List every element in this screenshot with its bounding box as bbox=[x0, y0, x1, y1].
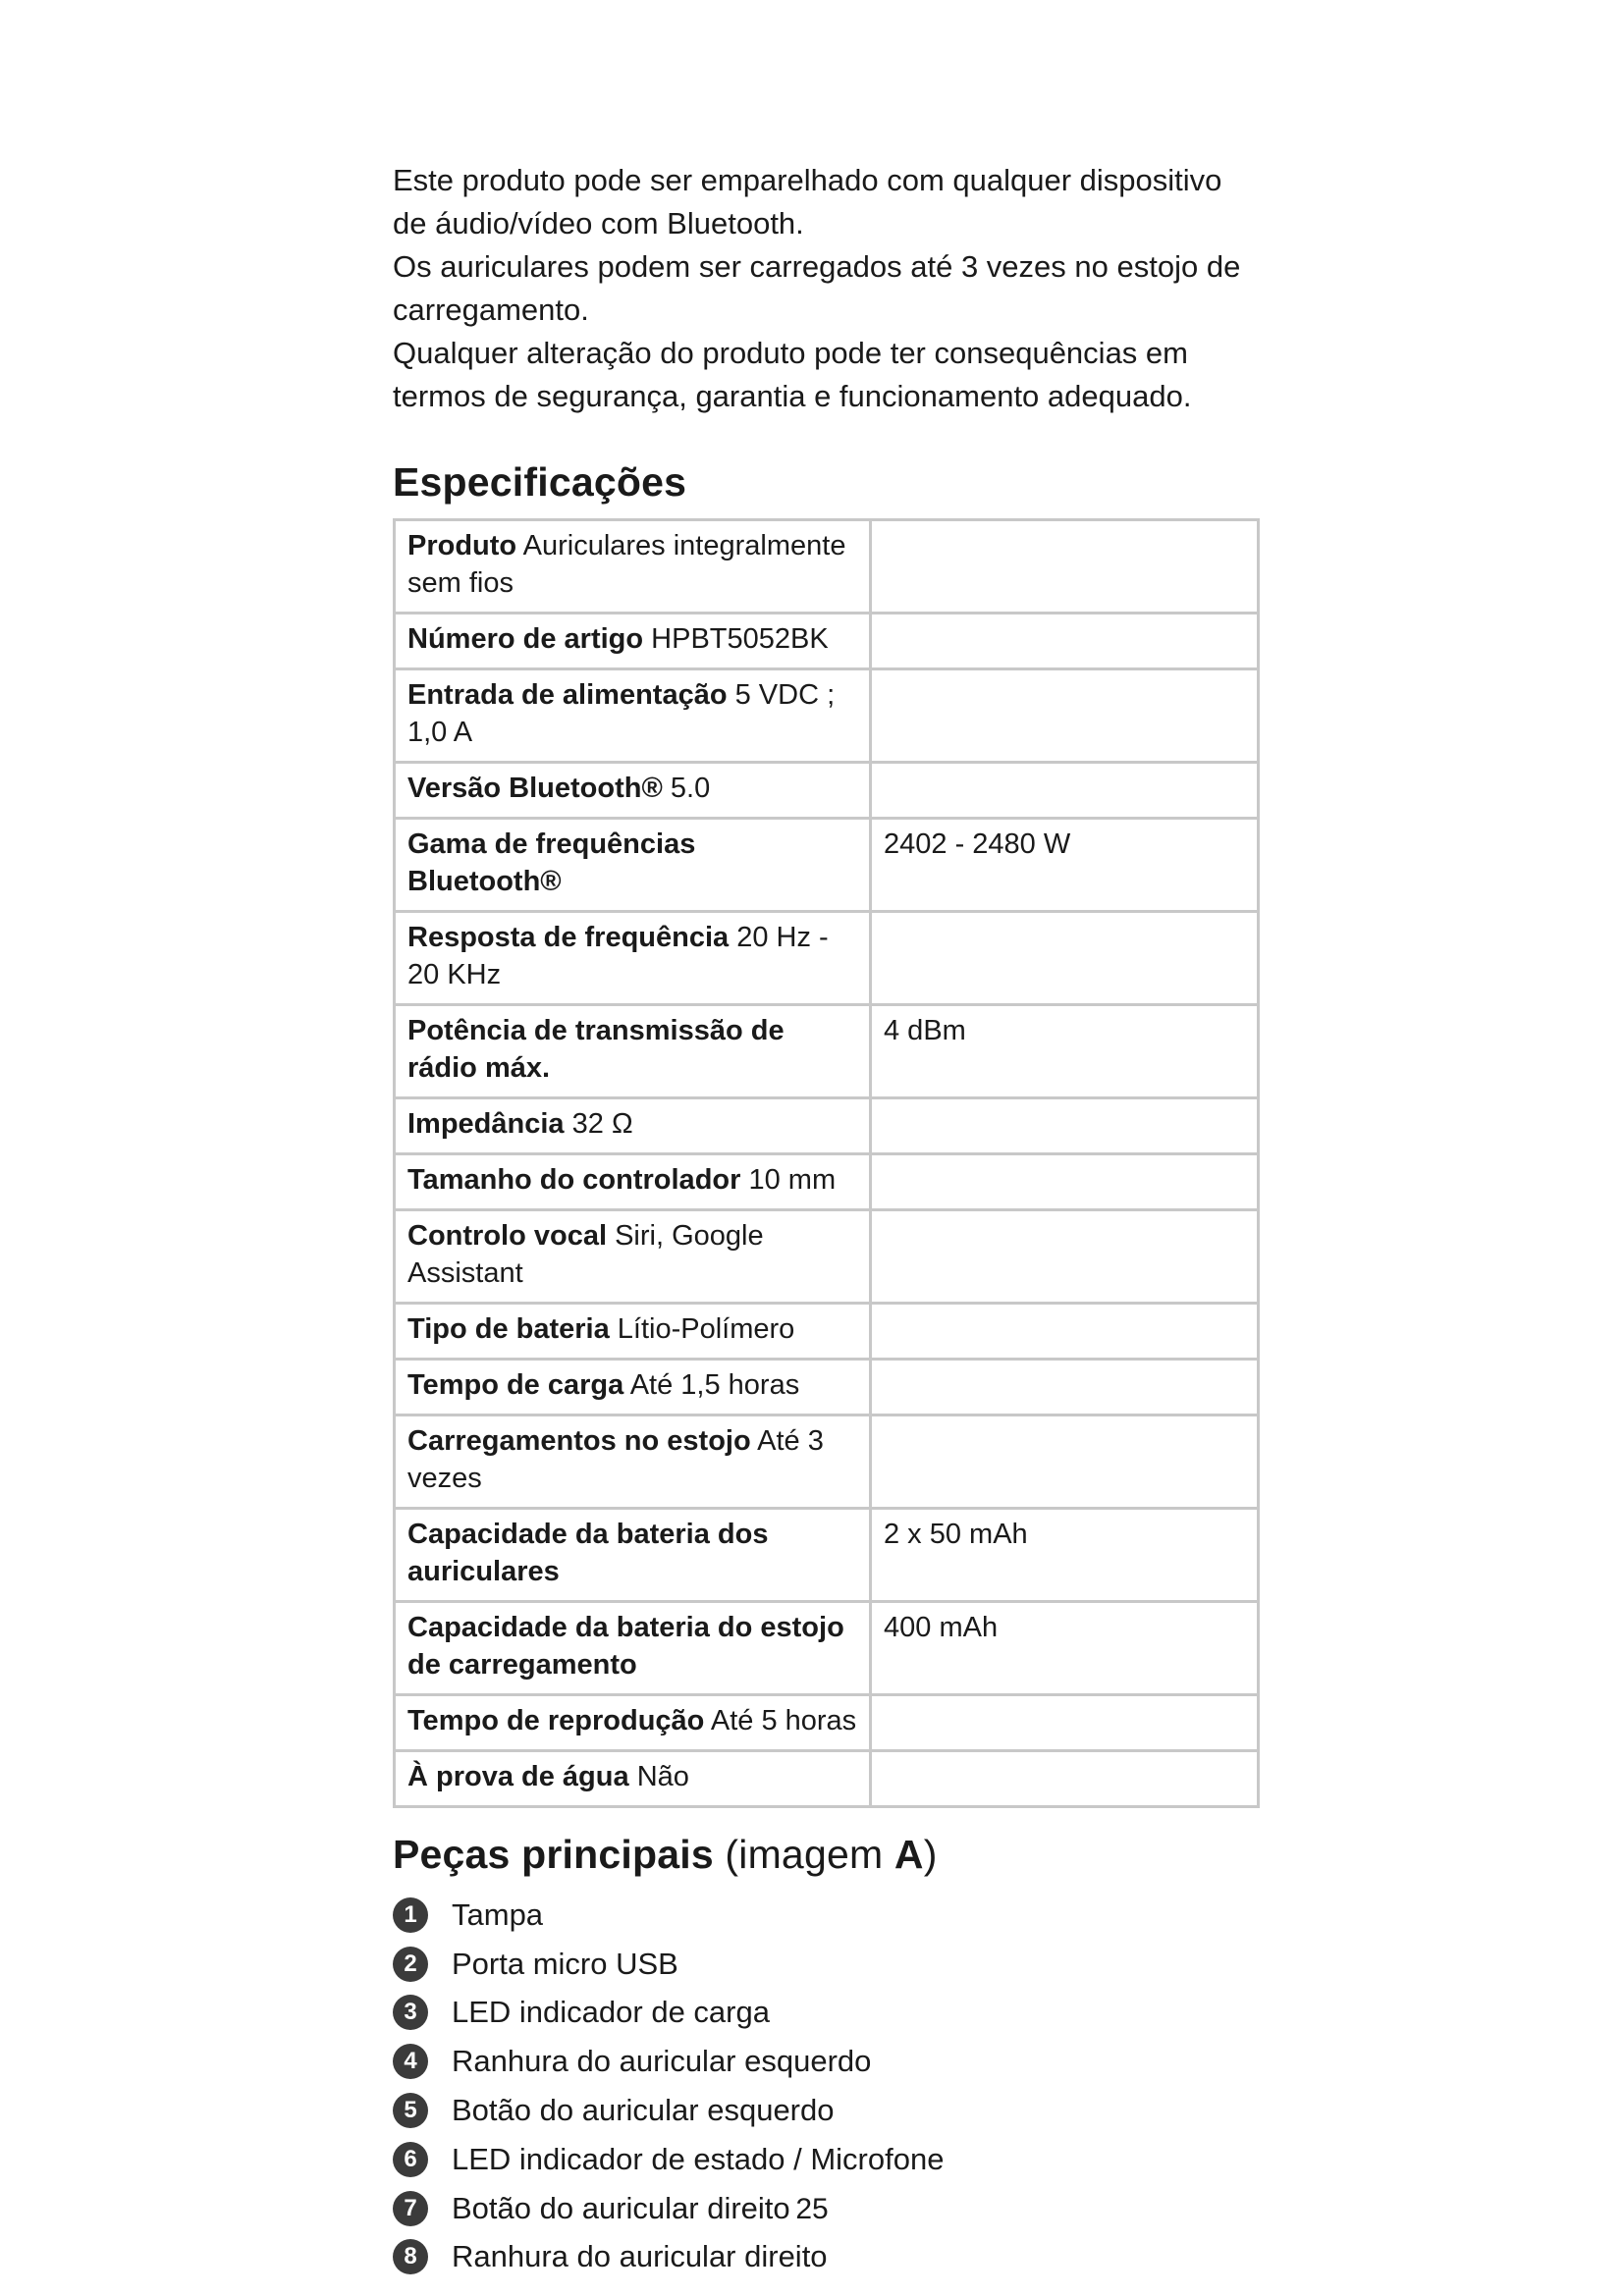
part-label: LED indicador de carga bbox=[452, 1995, 770, 2030]
part-label: Botão do auricular direito bbox=[452, 2190, 790, 2225]
spec-label: Entrada de alimentação bbox=[407, 679, 728, 711]
spec-empty-cell bbox=[871, 1415, 1259, 1509]
table-row bbox=[395, 614, 1259, 669]
number-badge: 7 bbox=[393, 2191, 428, 2226]
spec-label: Impedância bbox=[407, 1108, 565, 1140]
part-label: Tampa bbox=[452, 1896, 544, 1932]
parts-title-open: (imagem bbox=[725, 1832, 894, 1877]
spec-value: Auriculares integralmente sem fios bbox=[407, 530, 846, 599]
number-badge: 3 bbox=[393, 1995, 428, 2030]
spec-label: Potência de transmissão de rádio máx. bbox=[407, 1015, 785, 1084]
spec-empty-cell bbox=[871, 520, 1259, 614]
intro-line: Os auriculares podem ser carregados até 3 vezes no estojo de bbox=[393, 249, 1241, 284]
spec-cell bbox=[395, 669, 871, 763]
spec-value: Até 1,5 horas bbox=[629, 1369, 800, 1401]
page-number: 25 bbox=[795, 2193, 829, 2225]
spec-cell bbox=[395, 1360, 871, 1415]
spec-value: 5.0 bbox=[670, 773, 711, 804]
part-label: Botão do auricular esquerdo bbox=[452, 2093, 835, 2128]
table-row bbox=[395, 669, 1259, 763]
spec-value: Até 3 vezes bbox=[407, 1425, 824, 1494]
spec-empty-cell bbox=[871, 1098, 1259, 1154]
spec-label-cell bbox=[395, 819, 871, 912]
part-label: Ranhura do auricular direito bbox=[452, 2239, 828, 2274]
spec-label: Capacidade da bateria dos auriculares bbox=[407, 1519, 769, 1587]
spec-value: 10 mm bbox=[748, 1164, 837, 1196]
table-row bbox=[395, 1098, 1259, 1154]
spec-cell bbox=[395, 1304, 871, 1360]
spec-label: Capacidade da bateria do estojo de carregamento bbox=[407, 1612, 844, 1681]
spec-cell bbox=[395, 912, 871, 1005]
spec-value: Lítio-Polímero bbox=[617, 1313, 795, 1345]
spec-empty-cell bbox=[871, 669, 1259, 763]
spec-value-cell bbox=[871, 819, 1259, 912]
spec-empty-cell bbox=[871, 1695, 1259, 1751]
table-row bbox=[395, 763, 1259, 819]
spec-cell bbox=[395, 763, 871, 819]
number-badge: 1 bbox=[393, 1897, 428, 1933]
spec-cell bbox=[395, 1098, 871, 1154]
table-row bbox=[395, 1751, 1259, 1807]
spec-cell bbox=[395, 614, 871, 669]
spec-label: À prova de água bbox=[407, 1761, 629, 1792]
spec-empty-cell bbox=[871, 1360, 1259, 1415]
spec-value: 2402 - 2480 W bbox=[884, 828, 1071, 860]
list-item bbox=[393, 2233, 1257, 2282]
spec-label-cell bbox=[395, 1005, 871, 1098]
intro-line: termos de segurança, garantia e funcionamento adequado. bbox=[393, 379, 1192, 413]
spec-empty-cell bbox=[871, 912, 1259, 1005]
spec-label: Controlo vocal bbox=[407, 1220, 608, 1252]
intro-line: de áudio/vídeo com Bluetooth. bbox=[393, 206, 804, 240]
table-row bbox=[395, 1154, 1259, 1210]
spec-label: Tempo de reprodução bbox=[407, 1705, 705, 1736]
intro-line: carregamento. bbox=[393, 293, 589, 327]
list-item bbox=[393, 2135, 1257, 2184]
list-item bbox=[393, 2037, 1257, 2086]
spec-value: Siri, Google Assistant bbox=[407, 1220, 764, 1289]
intro-line: Qualquer alteração do produto pode ter consequências em bbox=[393, 336, 1188, 370]
number-badge: 6 bbox=[393, 2142, 428, 2177]
spec-cell bbox=[395, 520, 871, 614]
table-row bbox=[395, 1304, 1259, 1360]
list-item bbox=[393, 1989, 1257, 2038]
parts-title-ref: A bbox=[893, 1832, 924, 1877]
parts-title: Peças principais bbox=[393, 1832, 714, 1877]
parts-title-close: ) bbox=[923, 1832, 938, 1877]
specifications-heading: Especificações bbox=[393, 459, 687, 505]
part-label: Ranhura do auricular esquerdo bbox=[452, 2044, 872, 2079]
list-item bbox=[393, 1891, 1257, 1940]
list-item bbox=[393, 1940, 1257, 1989]
spec-label: Tamanho do controlador bbox=[407, 1164, 741, 1196]
number-badge: 2 bbox=[393, 1947, 428, 1982]
spec-value: HPBT5052BK bbox=[651, 623, 829, 655]
spec-value-cell bbox=[871, 1005, 1259, 1098]
number-badge: 8 bbox=[393, 2239, 428, 2274]
table-row bbox=[395, 1509, 1259, 1602]
intro-line: Este produto pode ser emparelhado com qualquer dispositivo bbox=[393, 163, 1222, 197]
table-row bbox=[395, 1360, 1259, 1415]
spec-value: 32 Ω bbox=[571, 1108, 633, 1140]
part-label: Porta micro USB bbox=[452, 1946, 678, 1981]
spec-empty-cell bbox=[871, 1154, 1259, 1210]
spec-label-cell bbox=[395, 1509, 871, 1602]
spec-value: 400 mAh bbox=[884, 1612, 999, 1643]
spec-label: Número de artigo bbox=[407, 623, 644, 655]
spec-cell bbox=[395, 1695, 871, 1751]
number-badge: 4 bbox=[393, 2044, 428, 2079]
table-row bbox=[395, 1210, 1259, 1304]
specifications-table bbox=[393, 518, 1260, 1808]
spec-label: Versão Bluetooth® bbox=[407, 773, 663, 804]
spec-empty-cell bbox=[871, 1751, 1259, 1807]
spec-value: 20 Hz - 20 KHz bbox=[407, 922, 829, 990]
spec-value: Não bbox=[636, 1761, 689, 1792]
spec-empty-cell bbox=[871, 1304, 1259, 1360]
list-item bbox=[393, 2086, 1257, 2135]
spec-label: Produto bbox=[407, 530, 517, 561]
spec-label: Gama de frequências Bluetooth® bbox=[407, 828, 696, 897]
spec-empty-cell bbox=[871, 1210, 1259, 1304]
spec-value-cell bbox=[871, 1509, 1259, 1602]
spec-cell bbox=[395, 1154, 871, 1210]
spec-cell bbox=[395, 1751, 871, 1807]
spec-label-cell bbox=[395, 1602, 871, 1695]
table-row bbox=[395, 1695, 1259, 1751]
table-row bbox=[395, 1005, 1259, 1098]
spec-value: 2 x 50 mAh bbox=[884, 1519, 1028, 1550]
spec-empty-cell bbox=[871, 763, 1259, 819]
spec-cell bbox=[395, 1210, 871, 1304]
spec-value: Até 5 horas bbox=[710, 1705, 857, 1736]
table-row bbox=[395, 520, 1259, 614]
spec-label: Tempo de carga bbox=[407, 1369, 624, 1401]
spec-label: Tipo de bateria bbox=[407, 1313, 610, 1345]
main-parts-heading bbox=[393, 1830, 1257, 1879]
spec-label: Carregamentos no estojo bbox=[407, 1425, 751, 1457]
table-row bbox=[395, 912, 1259, 1005]
page-content bbox=[393, 159, 1257, 2281]
number-badge: 5 bbox=[393, 2093, 428, 2128]
table-row bbox=[395, 819, 1259, 912]
spec-empty-cell bbox=[871, 614, 1259, 669]
spec-value-cell bbox=[871, 1602, 1259, 1695]
spec-cell bbox=[395, 1415, 871, 1509]
table-row bbox=[395, 1415, 1259, 1509]
spec-value: 4 dBm bbox=[884, 1015, 966, 1046]
part-label: LED indicador de estado / Microfone bbox=[452, 2141, 945, 2176]
intro-text bbox=[393, 159, 1257, 418]
spec-label: Resposta de frequência bbox=[407, 922, 730, 953]
spec-value: 5 VDC ; 1,0 A bbox=[407, 679, 836, 748]
table-row bbox=[395, 1602, 1259, 1695]
